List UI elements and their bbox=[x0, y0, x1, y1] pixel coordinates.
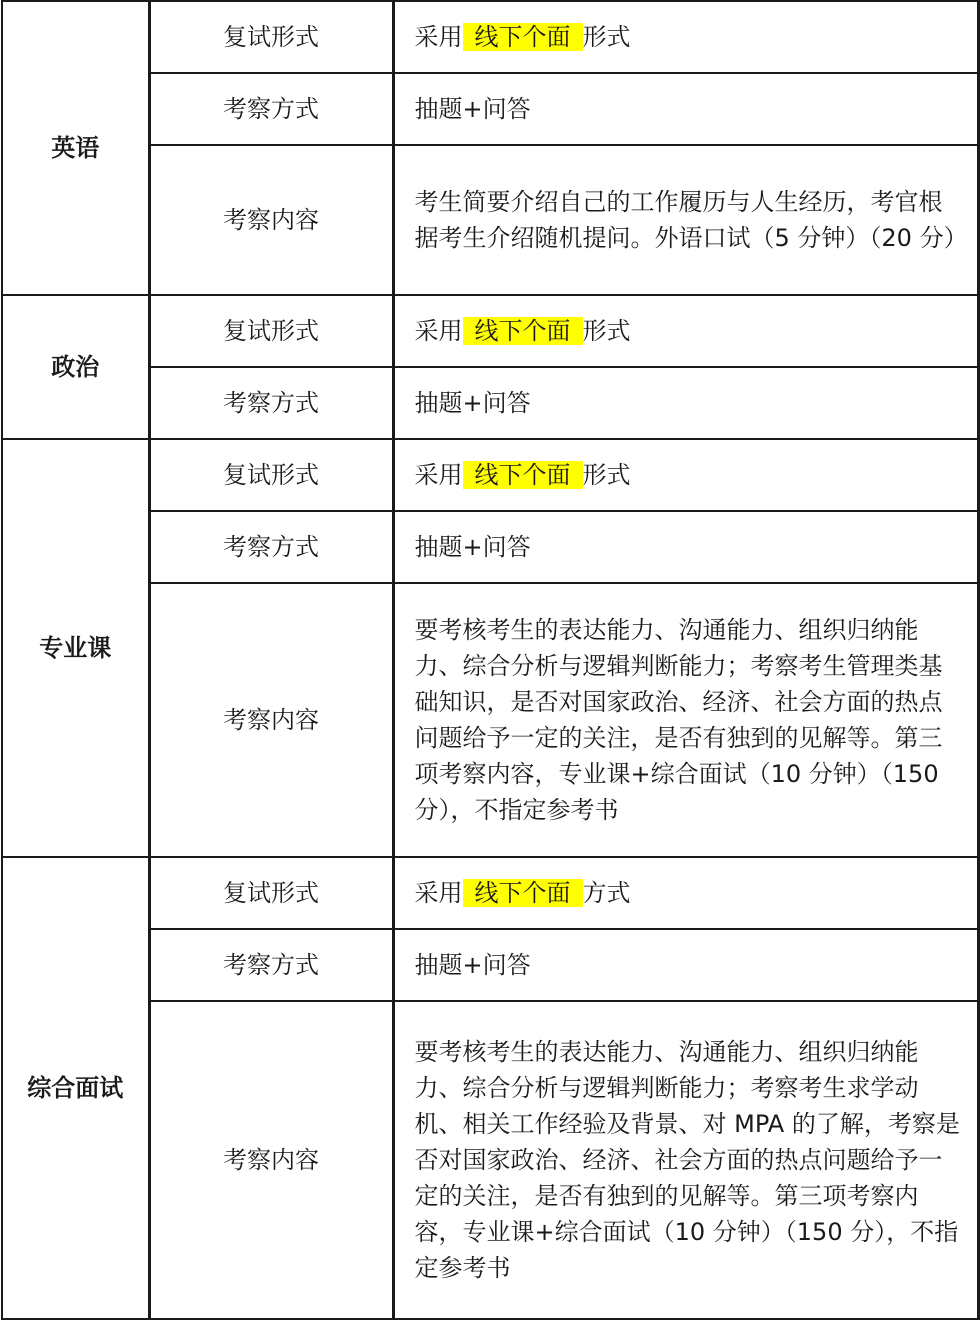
table-row bbox=[2, 857, 978, 929]
item-label: 复试形式 bbox=[149, 857, 393, 929]
highlight-text: 线下个面 bbox=[463, 23, 583, 51]
value-suffix: 形式 bbox=[582, 23, 631, 51]
value-cell bbox=[393, 295, 978, 367]
table-row bbox=[2, 1001, 978, 1319]
category-cell-english: 英语 bbox=[2, 1, 149, 295]
table-row bbox=[2, 583, 978, 857]
item-label: 考察方式 bbox=[149, 511, 393, 583]
table-row bbox=[2, 295, 978, 367]
value-cell bbox=[393, 857, 978, 929]
table-row bbox=[2, 367, 978, 439]
value-cell bbox=[393, 439, 978, 511]
value-prefix: 采用 bbox=[414, 23, 463, 51]
exam-table bbox=[1, 0, 980, 1320]
category-cell-politics: 政治 bbox=[2, 295, 149, 439]
value-prefix: 采用 bbox=[414, 879, 463, 907]
table-row bbox=[2, 929, 978, 1001]
category-cell-major: 专业课 bbox=[2, 439, 149, 857]
item-label: 考察内容 bbox=[149, 583, 393, 857]
value-prefix: 采用 bbox=[414, 461, 463, 489]
highlight-text: 线下个面 bbox=[463, 317, 583, 345]
table-row bbox=[2, 439, 978, 511]
table-row bbox=[2, 1, 978, 73]
value-suffix: 形式 bbox=[582, 461, 631, 489]
value-cell: 抽题+问答 bbox=[393, 367, 978, 439]
item-label: 考察方式 bbox=[149, 929, 393, 1001]
item-label: 考察方式 bbox=[149, 367, 393, 439]
table-row bbox=[2, 145, 978, 295]
value-cell: 抽题+问答 bbox=[393, 929, 978, 1001]
value-suffix: 形式 bbox=[582, 317, 631, 345]
value-cell: 考生简要介绍自己的工作履历与人生经历，考官根据考生介绍随机提问。外语口试（5 分钟）（20 分） bbox=[393, 145, 978, 295]
item-label: 复试形式 bbox=[149, 1, 393, 73]
item-label: 考察内容 bbox=[149, 145, 393, 295]
highlight-text: 线下个面 bbox=[463, 879, 583, 907]
table-row bbox=[2, 73, 978, 145]
value-cell bbox=[393, 1, 978, 73]
value-prefix: 采用 bbox=[414, 317, 463, 345]
value-cell: 要考核考生的表达能力、沟通能力、组织归纳能力、综合分析与逻辑判断能力；考察考生管理类基础知识，是否对国家政治、经济、社会方面的热点问题给予一定的关注，是否有独到的见解等。第三项考察内容，专业课+综合面试（10 分钟）（150 分），不指定参考书 bbox=[393, 583, 978, 857]
category-cell-interview: 综合面试 bbox=[2, 857, 149, 1319]
table-row bbox=[2, 511, 978, 583]
value-cell: 抽题+问答 bbox=[393, 73, 978, 145]
item-label: 考察内容 bbox=[149, 1001, 393, 1319]
value-suffix: 方式 bbox=[582, 879, 631, 907]
item-label: 考察方式 bbox=[149, 73, 393, 145]
value-cell: 要考核考生的表达能力、沟通能力、组织归纳能力、综合分析与逻辑判断能力；考察考生求学动机、相关工作经验及背景、对 MPA 的了解，考察是否对国家政治、经济、社会方面的热点问题给予一定的关注，是否有独到的见解等。第三项考察内容，专业课+综合面试（10 分钟）（150 分），不指定参考书 bbox=[393, 1001, 978, 1319]
value-cell: 抽题+问答 bbox=[393, 511, 978, 583]
item-label: 复试形式 bbox=[149, 295, 393, 367]
highlight-text: 线下个面 bbox=[463, 461, 583, 489]
item-label: 复试形式 bbox=[149, 439, 393, 511]
